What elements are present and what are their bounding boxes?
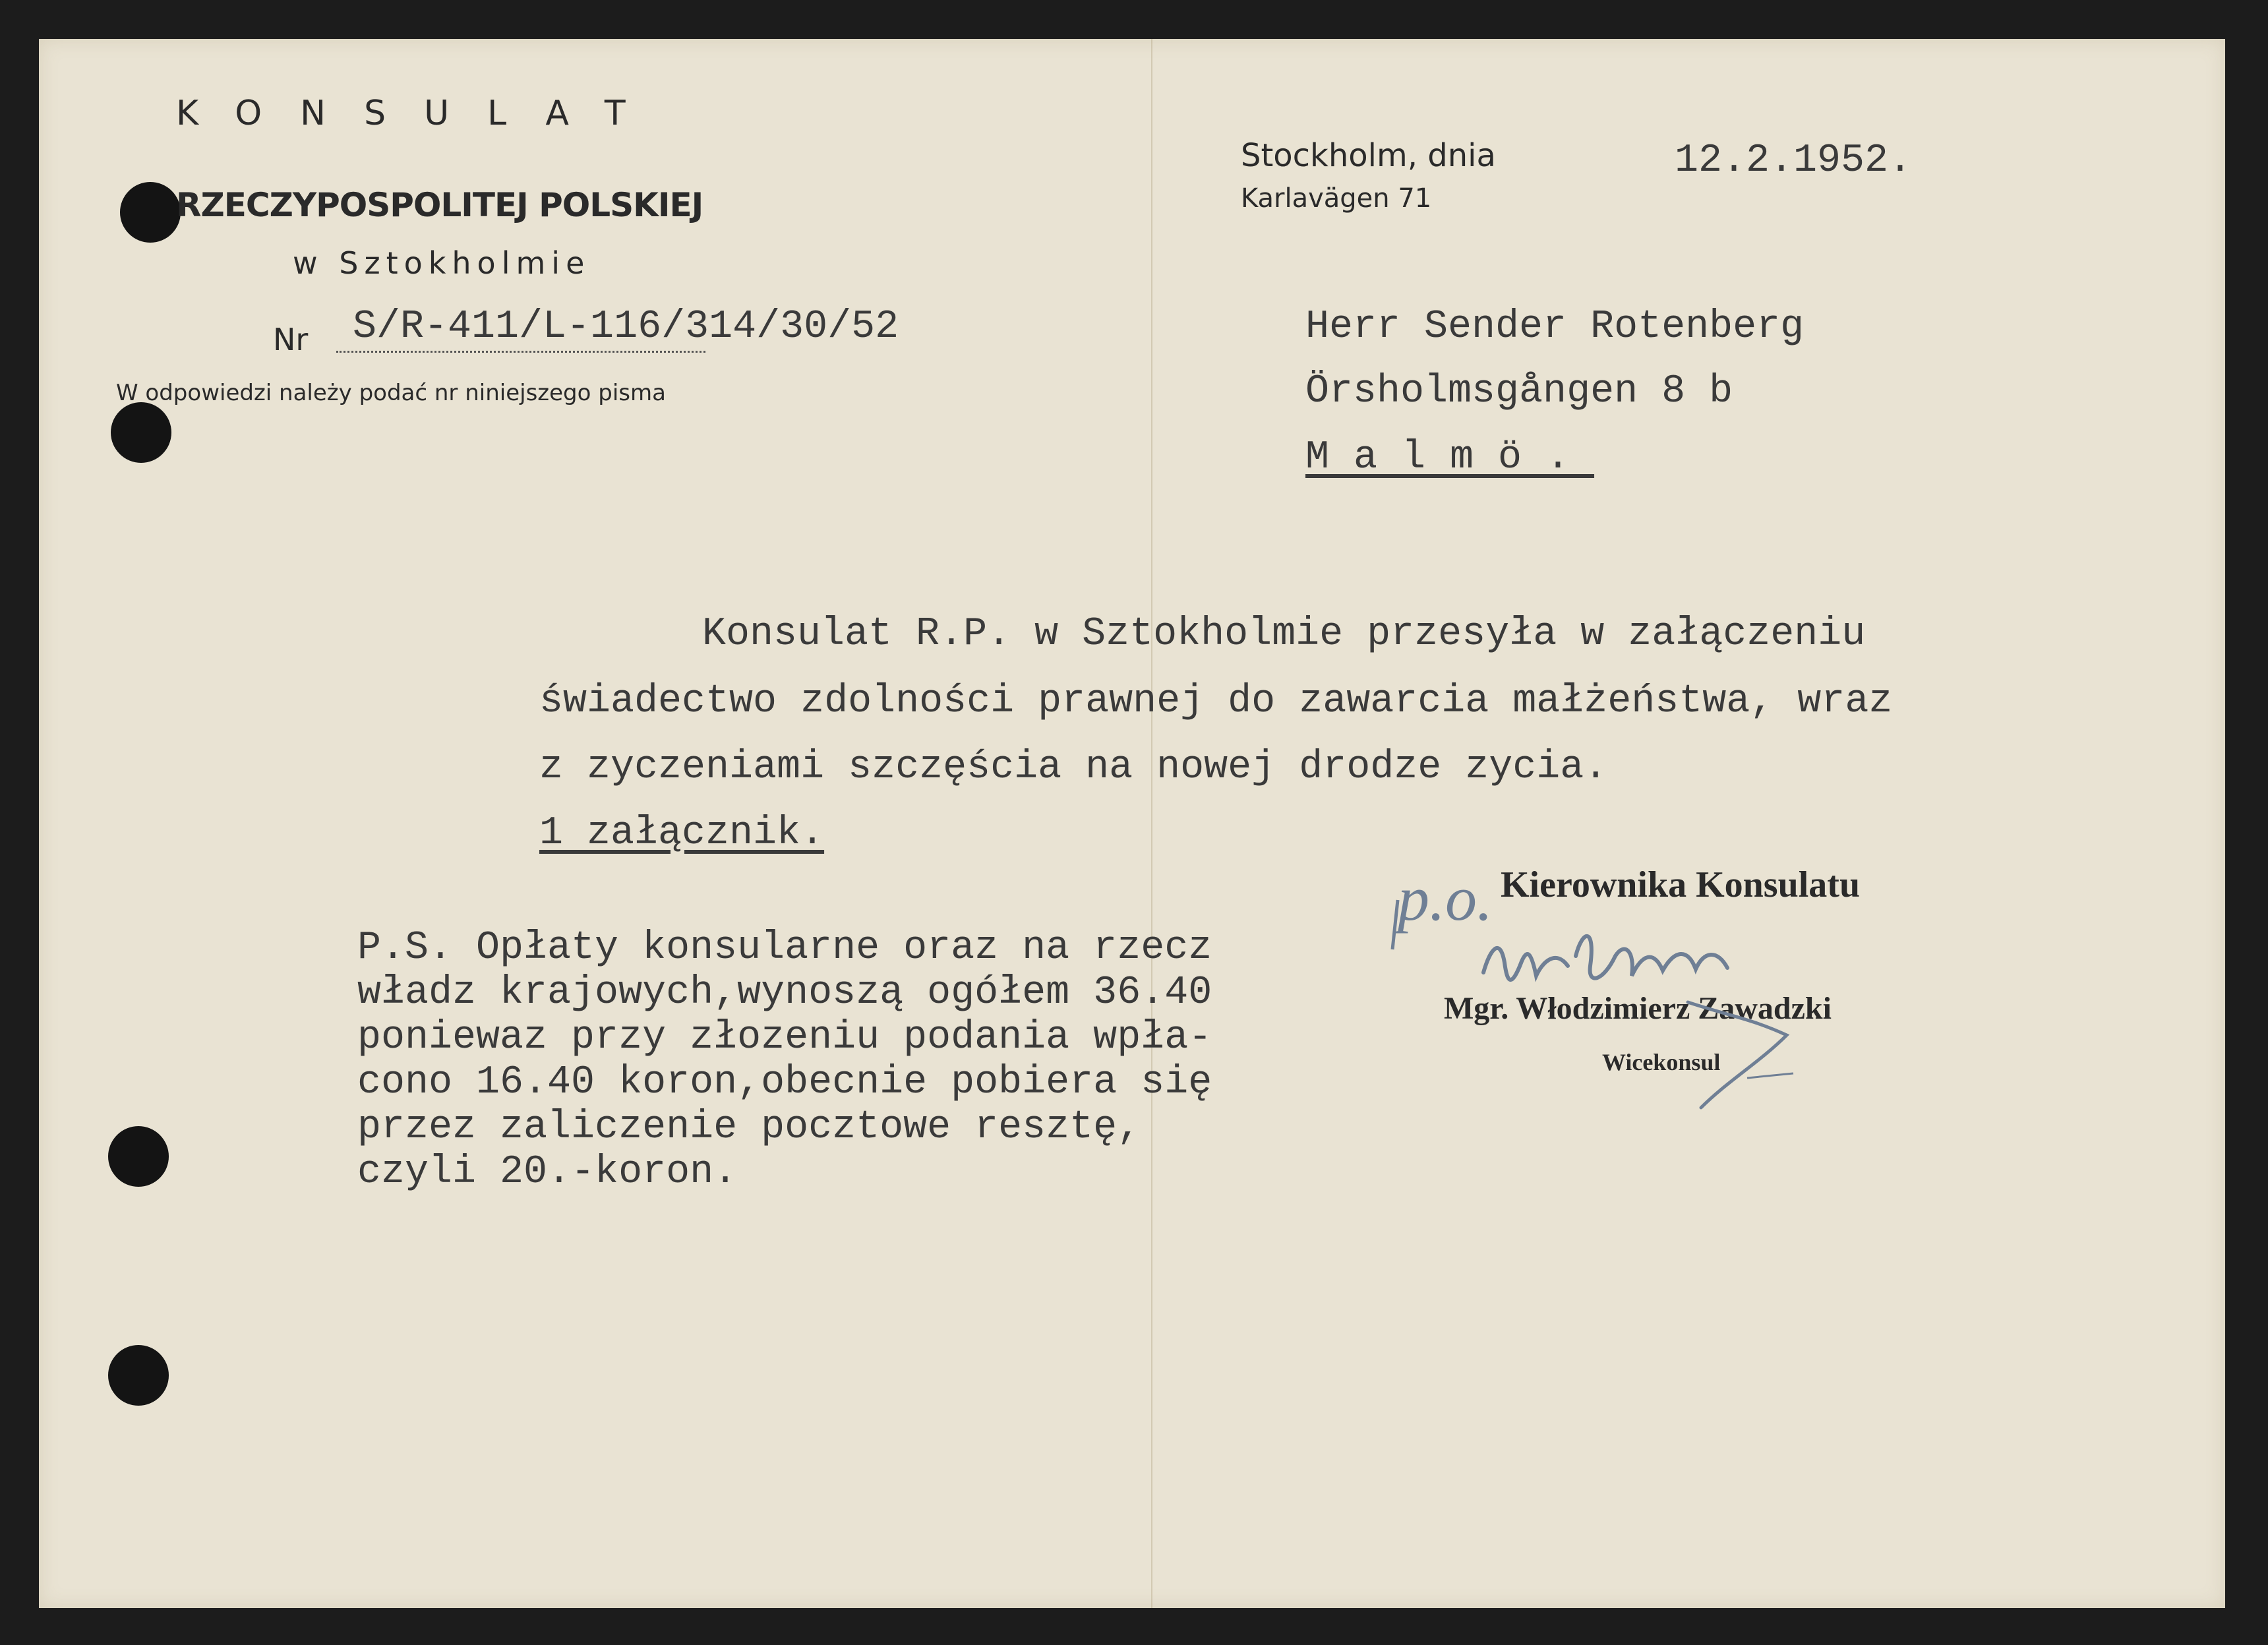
enclosure-note: 1 załącznik.	[539, 811, 825, 856]
reference-label: Nr	[273, 322, 309, 357]
consulate-address: Karlavägen 71	[1241, 183, 1432, 214]
reply-note: W odpowiedzi należy podać nr niniejszego pisma	[116, 380, 666, 406]
body-line: Konsulat R.P. w Sztokholmie przesyła w załączeniu	[702, 612, 1866, 657]
recipient-city: Malmö.	[1305, 435, 1595, 480]
signature-on-behalf: Kierownika Konsulatu	[1501, 864, 1861, 905]
signatory-name: Mgr. Włodzimierz Zawadzki	[1444, 991, 1832, 1026]
body-line: świadectwo zdolności prawnej do zawarcia małżeństwa, wraz	[539, 679, 1893, 724]
handwritten-signature	[1358, 851, 1912, 1127]
letter-date: 12.2.1952.	[1675, 138, 1913, 183]
reference-dotted-line	[336, 351, 705, 353]
recipient-name: Herr Sender Rotenberg	[1305, 305, 1805, 349]
punch-hole	[108, 1345, 169, 1406]
punch-hole	[108, 1126, 169, 1187]
letterhead-city: w Sztokholmie	[293, 245, 591, 281]
letterhead-country: RZECZYPOSPOLITEJ POLSKIEJ	[176, 186, 703, 224]
punch-hole	[111, 402, 171, 463]
postscript: P.S. Opłaty konsularne oraz na rzecz władz krajowych,wynoszą ogółem 36.40 poniewaz przy złozeniu podania wpła- cono 16.40 koron,obecnie pobiera się przez zaliczenie pocztowe resztę, czyli 20.-koron.	[357, 926, 1212, 1195]
signature-handwritten-po: p.o.	[1398, 863, 1493, 934]
reference-number: S/R-411/L-116/314/30/52	[353, 305, 899, 349]
city-date-label: Stockholm, dnia	[1241, 137, 1496, 174]
body-line: z zyczeniami szczęścia na nowej drodze zycia.	[539, 745, 1608, 790]
fold-line	[1151, 39, 1152, 1608]
punch-hole	[120, 182, 181, 243]
letterhead-title: KONSULAT	[176, 94, 664, 133]
signatory-title: Wicekonsul	[1602, 1049, 1721, 1075]
recipient-street: Örsholmsgången 8 b	[1305, 369, 1733, 414]
